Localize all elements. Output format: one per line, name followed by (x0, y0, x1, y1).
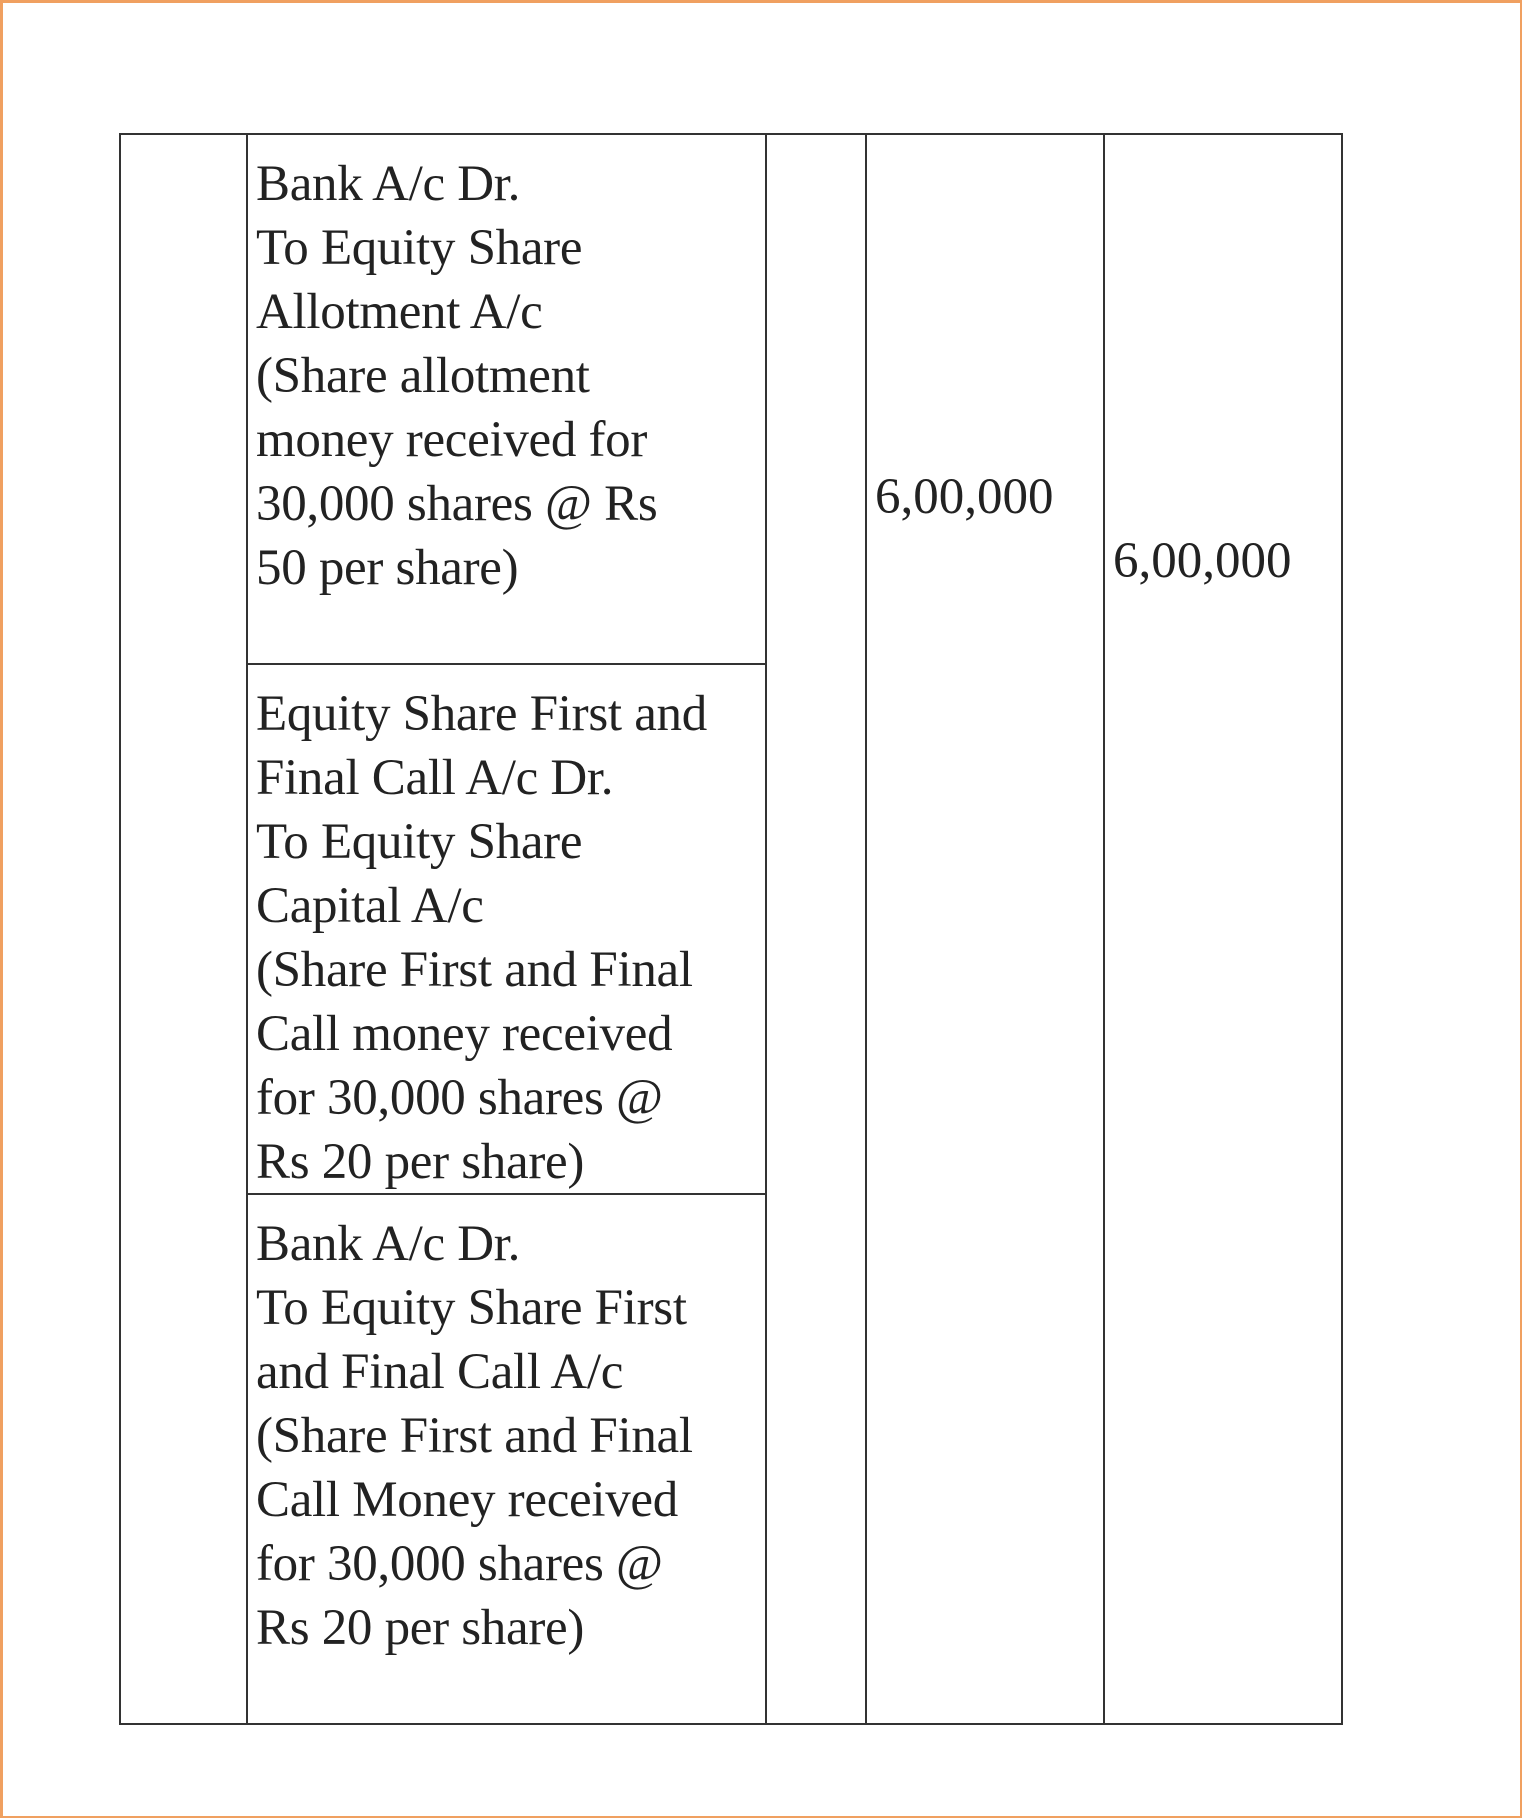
credit-amount: 6,00,000 (1113, 533, 1292, 589)
entry-line: To Equity Share (256, 220, 583, 276)
journal-entry-table (119, 133, 1343, 1725)
credit-column (1104, 134, 1342, 1724)
entry-line: Bank A/c Dr. (256, 1216, 521, 1272)
particulars-cell (247, 1194, 766, 1724)
entry-line: Rs 20 per share) (256, 1134, 585, 1190)
entry-line: (Share First and Final (256, 1408, 693, 1464)
entry-line: Final Call A/c Dr. (256, 750, 614, 806)
entry-line: for 30,000 shares @ (256, 1536, 663, 1592)
entry-line: To Equity Share (256, 814, 583, 870)
entry-line: 50 per share) (256, 540, 519, 596)
entry-line: money received for (256, 412, 648, 468)
particulars-cell (247, 134, 766, 664)
entry-line: Call Money received (256, 1472, 678, 1528)
entry-line: and Final Call A/c (256, 1344, 624, 1400)
journal-entry-first-final-call-due (248, 665, 765, 1193)
table-row (120, 134, 1342, 664)
entry-line: To Equity Share First (256, 1280, 687, 1336)
entry-line: Allotment A/c (256, 284, 543, 340)
debit-amount: 6,00,000 (875, 469, 1054, 525)
entry-line: Call money received (256, 1006, 673, 1062)
entry-line: for 30,000 shares @ (256, 1070, 663, 1126)
entry-line: (Share allotment (256, 348, 590, 404)
journal-entry-first-final-call-received (248, 1195, 765, 1723)
entry-line: Capital A/c (256, 878, 484, 934)
journal-entry-allotment-received (248, 135, 765, 663)
entry-line: Bank A/c Dr. (256, 156, 521, 212)
entry-line: Rs 20 per share) (256, 1600, 585, 1656)
entry-line: (Share First and Final (256, 942, 693, 998)
debit-column (866, 134, 1104, 1724)
entry-line: 30,000 shares @ Rs (256, 476, 658, 532)
particulars-cell (247, 664, 766, 1194)
entry-line: Equity Share First and (256, 686, 707, 742)
ledger-folio-column (766, 134, 866, 1724)
date-column (120, 134, 247, 1724)
